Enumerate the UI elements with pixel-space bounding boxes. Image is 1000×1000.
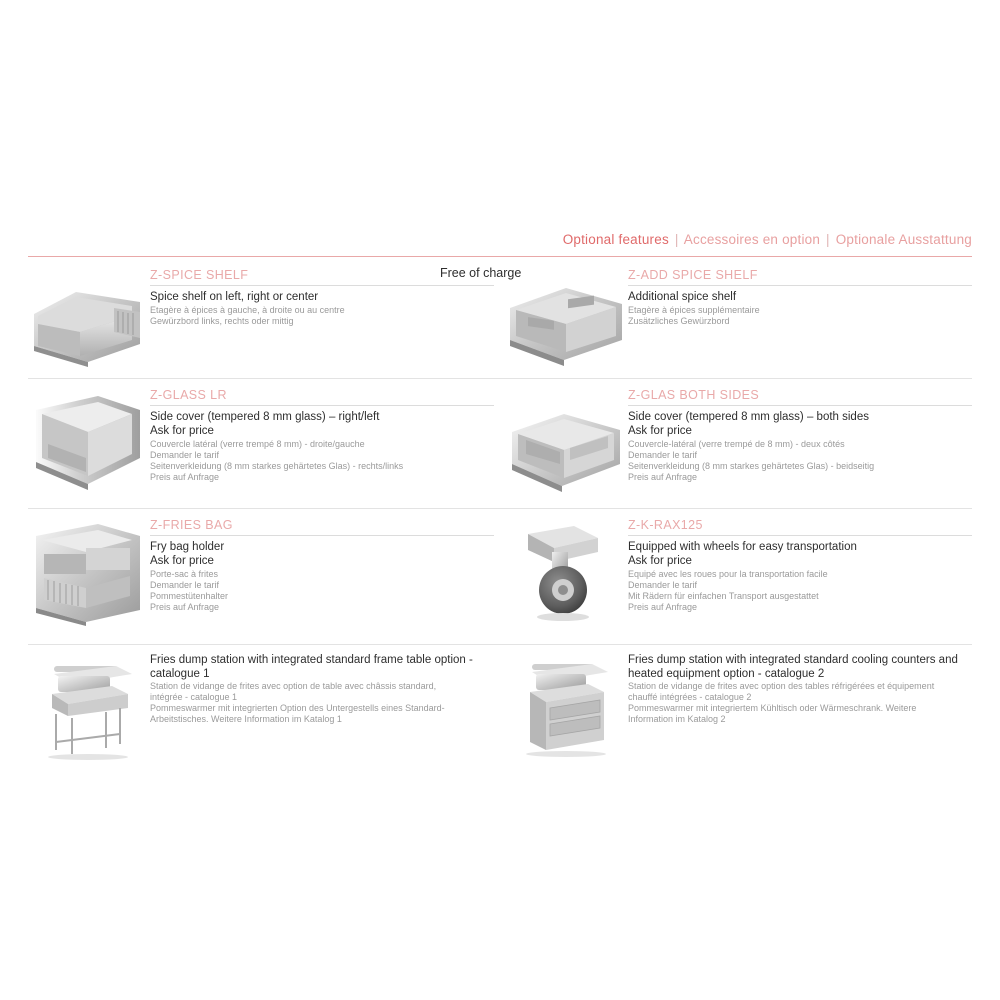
- feature-item-fries-dump-station-cooling-counter: [506, 654, 972, 764]
- product-code: Z-GLAS BOTH SIDES: [628, 388, 760, 402]
- feature-text-block: [150, 388, 494, 483]
- header-divider: [28, 256, 972, 257]
- product-subtitle-fr-2: Demander le tarif: [150, 450, 220, 460]
- feature-text-block: [150, 266, 522, 327]
- feature-item-fries-dump-station-frame-table: [28, 654, 494, 764]
- product-subtitle-de-2: Preis auf Anfrage: [150, 472, 220, 482]
- free-of-charge-badge: Free of charge: [440, 266, 522, 280]
- product-subtitle-fr-2: Demander le tarif: [628, 450, 698, 460]
- row-divider-1: [28, 378, 972, 379]
- product-subtitle-de-1: Pommestütenhalter: [150, 591, 229, 601]
- feature-item-z-spice-shelf: [28, 266, 522, 372]
- product-code: Z-ADD SPICE SHELF: [628, 268, 758, 282]
- product-subtitle-de-2: Arbeitstisches. Weitere Information im Katalog 1: [150, 714, 342, 724]
- row-divider-2: [28, 508, 972, 509]
- product-title: Fry bag holder: [150, 541, 225, 553]
- product-subtitle-de-1: Pommeswarmer mit integrierten Option des Untergestells eines Standard-: [150, 703, 445, 713]
- product-title-line-2: heated equipment option - catalogue 2: [628, 667, 825, 680]
- product-subtitle-de: Gewürzbord links, rechts oder mittig: [150, 315, 294, 326]
- product-subtitle-fr-2: Demander le tarif: [628, 580, 698, 590]
- code-divider: [150, 405, 494, 406]
- fries-dump-station-frame-table-photo: [28, 654, 146, 764]
- product-subtitle-de-2: Preis auf Anfrage: [628, 472, 698, 482]
- product-subtitle-fr-1: Couvercle latéral (verre trempé 8 mm) - droite/gauche: [150, 439, 365, 449]
- feature-item-z-add-spice-shelf: [506, 268, 972, 372]
- row-divider-3: [28, 644, 972, 645]
- product-title-line-1: Fries dump station with integrated standard cooling counters and: [628, 654, 958, 666]
- feature-text-block: [628, 388, 972, 483]
- product-subtitle-fr-1: Station de vidange de frites avec option de table avec châssis standard,: [150, 681, 437, 691]
- side-cover-glass-both-photo: [506, 388, 624, 498]
- feature-row-3: [28, 518, 972, 628]
- feature-item-z-fries-bag: [28, 518, 494, 628]
- feature-text-block: [628, 268, 972, 327]
- code-divider: [628, 405, 972, 406]
- feature-row-1: [28, 268, 972, 372]
- feature-item-z-glass-lr: [28, 388, 494, 498]
- product-subtitle-de-1: Seitenverkleidung (8 mm starkes gehärtetes Glas) - rechts/links: [150, 461, 404, 471]
- header-title-en: Optional features: [562, 232, 669, 247]
- product-subtitle-fr: Etagère à épices supplémentaire: [628, 304, 760, 315]
- product-title-line-2: catalogue 1: [150, 667, 210, 680]
- feature-text-block: [150, 654, 494, 725]
- product-subtitle-fr: Etagère à épices à gauche, à droite ou au centre: [150, 304, 345, 315]
- side-cover-glass-photo: [28, 388, 146, 498]
- product-subtitle-fr-2: chauffé intégrées - catalogue 2: [628, 692, 752, 702]
- product-subtitle-de-1: Pommeswarmer mit integriertem Kühltisch oder Wärmeschrank. Weitere: [628, 703, 917, 713]
- spice-shelf-photo: [28, 268, 146, 372]
- product-subtitle-fr-2: Demander le tarif: [150, 580, 220, 590]
- feature-item-z-glas-both-sides: [506, 388, 972, 498]
- product-subtitle-fr-1: Couvercle-latéral (verre trempé de 8 mm) - deux côtés: [628, 439, 845, 449]
- product-title: Equipped with wheels for easy transportation: [628, 541, 857, 553]
- product-code: Z-K-RAX125: [628, 518, 703, 532]
- header-separator-2: |: [826, 232, 830, 247]
- product-price: Ask for price: [150, 554, 214, 567]
- feature-row-4: [28, 654, 972, 764]
- product-code: Z-SPICE SHELF: [150, 268, 249, 282]
- feature-text-block: [628, 654, 972, 725]
- feature-text-block: [150, 518, 494, 613]
- header-separator-1: |: [674, 232, 679, 247]
- code-divider: [150, 285, 494, 286]
- product-title: Spice shelf on left, right or center: [150, 291, 319, 303]
- header-title-de: Optionale Ausstattung: [835, 232, 972, 247]
- product-title: Additional spice shelf: [628, 291, 737, 303]
- feature-item-z-k-rax125: [506, 518, 972, 628]
- product-title-line-1: Fries dump station with integrated standard frame table option -: [150, 654, 473, 666]
- code-divider: [628, 285, 972, 286]
- product-price: Ask for price: [628, 424, 692, 437]
- fries-dump-station-cooling-counter-photo: [506, 654, 624, 764]
- product-subtitle-de-2: Preis auf Anfrage: [628, 602, 698, 612]
- code-divider: [628, 535, 972, 536]
- feature-text-block: [628, 518, 972, 613]
- product-subtitle-fr-1: Equipé avec les roues pour la transportation facile: [628, 569, 828, 579]
- product-subtitle-de-2: Information im Katalog 2: [628, 714, 726, 724]
- product-price: Ask for price: [150, 424, 214, 437]
- additional-spice-shelf-photo: [506, 268, 624, 372]
- fry-bag-holder-photo: [28, 518, 146, 628]
- page-header: [28, 232, 972, 247]
- product-subtitle-fr-1: Station de vidange de frites avec option des tables réfrigérées et équipement: [628, 681, 935, 691]
- product-subtitle-de: Zusätzliches Gewürzbord: [628, 315, 730, 326]
- code-divider: [150, 535, 494, 536]
- product-subtitle-de-1: Mit Rädern für einfachen Transport ausgestattet: [628, 591, 819, 601]
- product-code: Z-GLASS LR: [150, 388, 227, 402]
- feature-row-2: [28, 388, 972, 498]
- product-title: Side cover (tempered 8 mm glass) – right/left: [150, 411, 380, 423]
- caster-wheel-photo: [506, 518, 624, 628]
- product-subtitle-fr-1: Porte-sac à frites: [150, 569, 219, 579]
- product-subtitle-de-2: Preis auf Anfrage: [150, 602, 220, 612]
- product-title: Side cover (tempered 8 mm glass) – both sides: [628, 411, 869, 423]
- product-code: Z-FRIES BAG: [150, 518, 233, 532]
- product-price: Ask for price: [628, 554, 692, 567]
- product-subtitle-de-1: Seitenverkleidung (8 mm starkes gehärtetes Glas) - beidseitig: [628, 461, 875, 471]
- product-subtitle-fr-2: intégrée - catalogue 1: [150, 692, 238, 702]
- header-title-fr: Accessoires en option: [683, 232, 821, 247]
